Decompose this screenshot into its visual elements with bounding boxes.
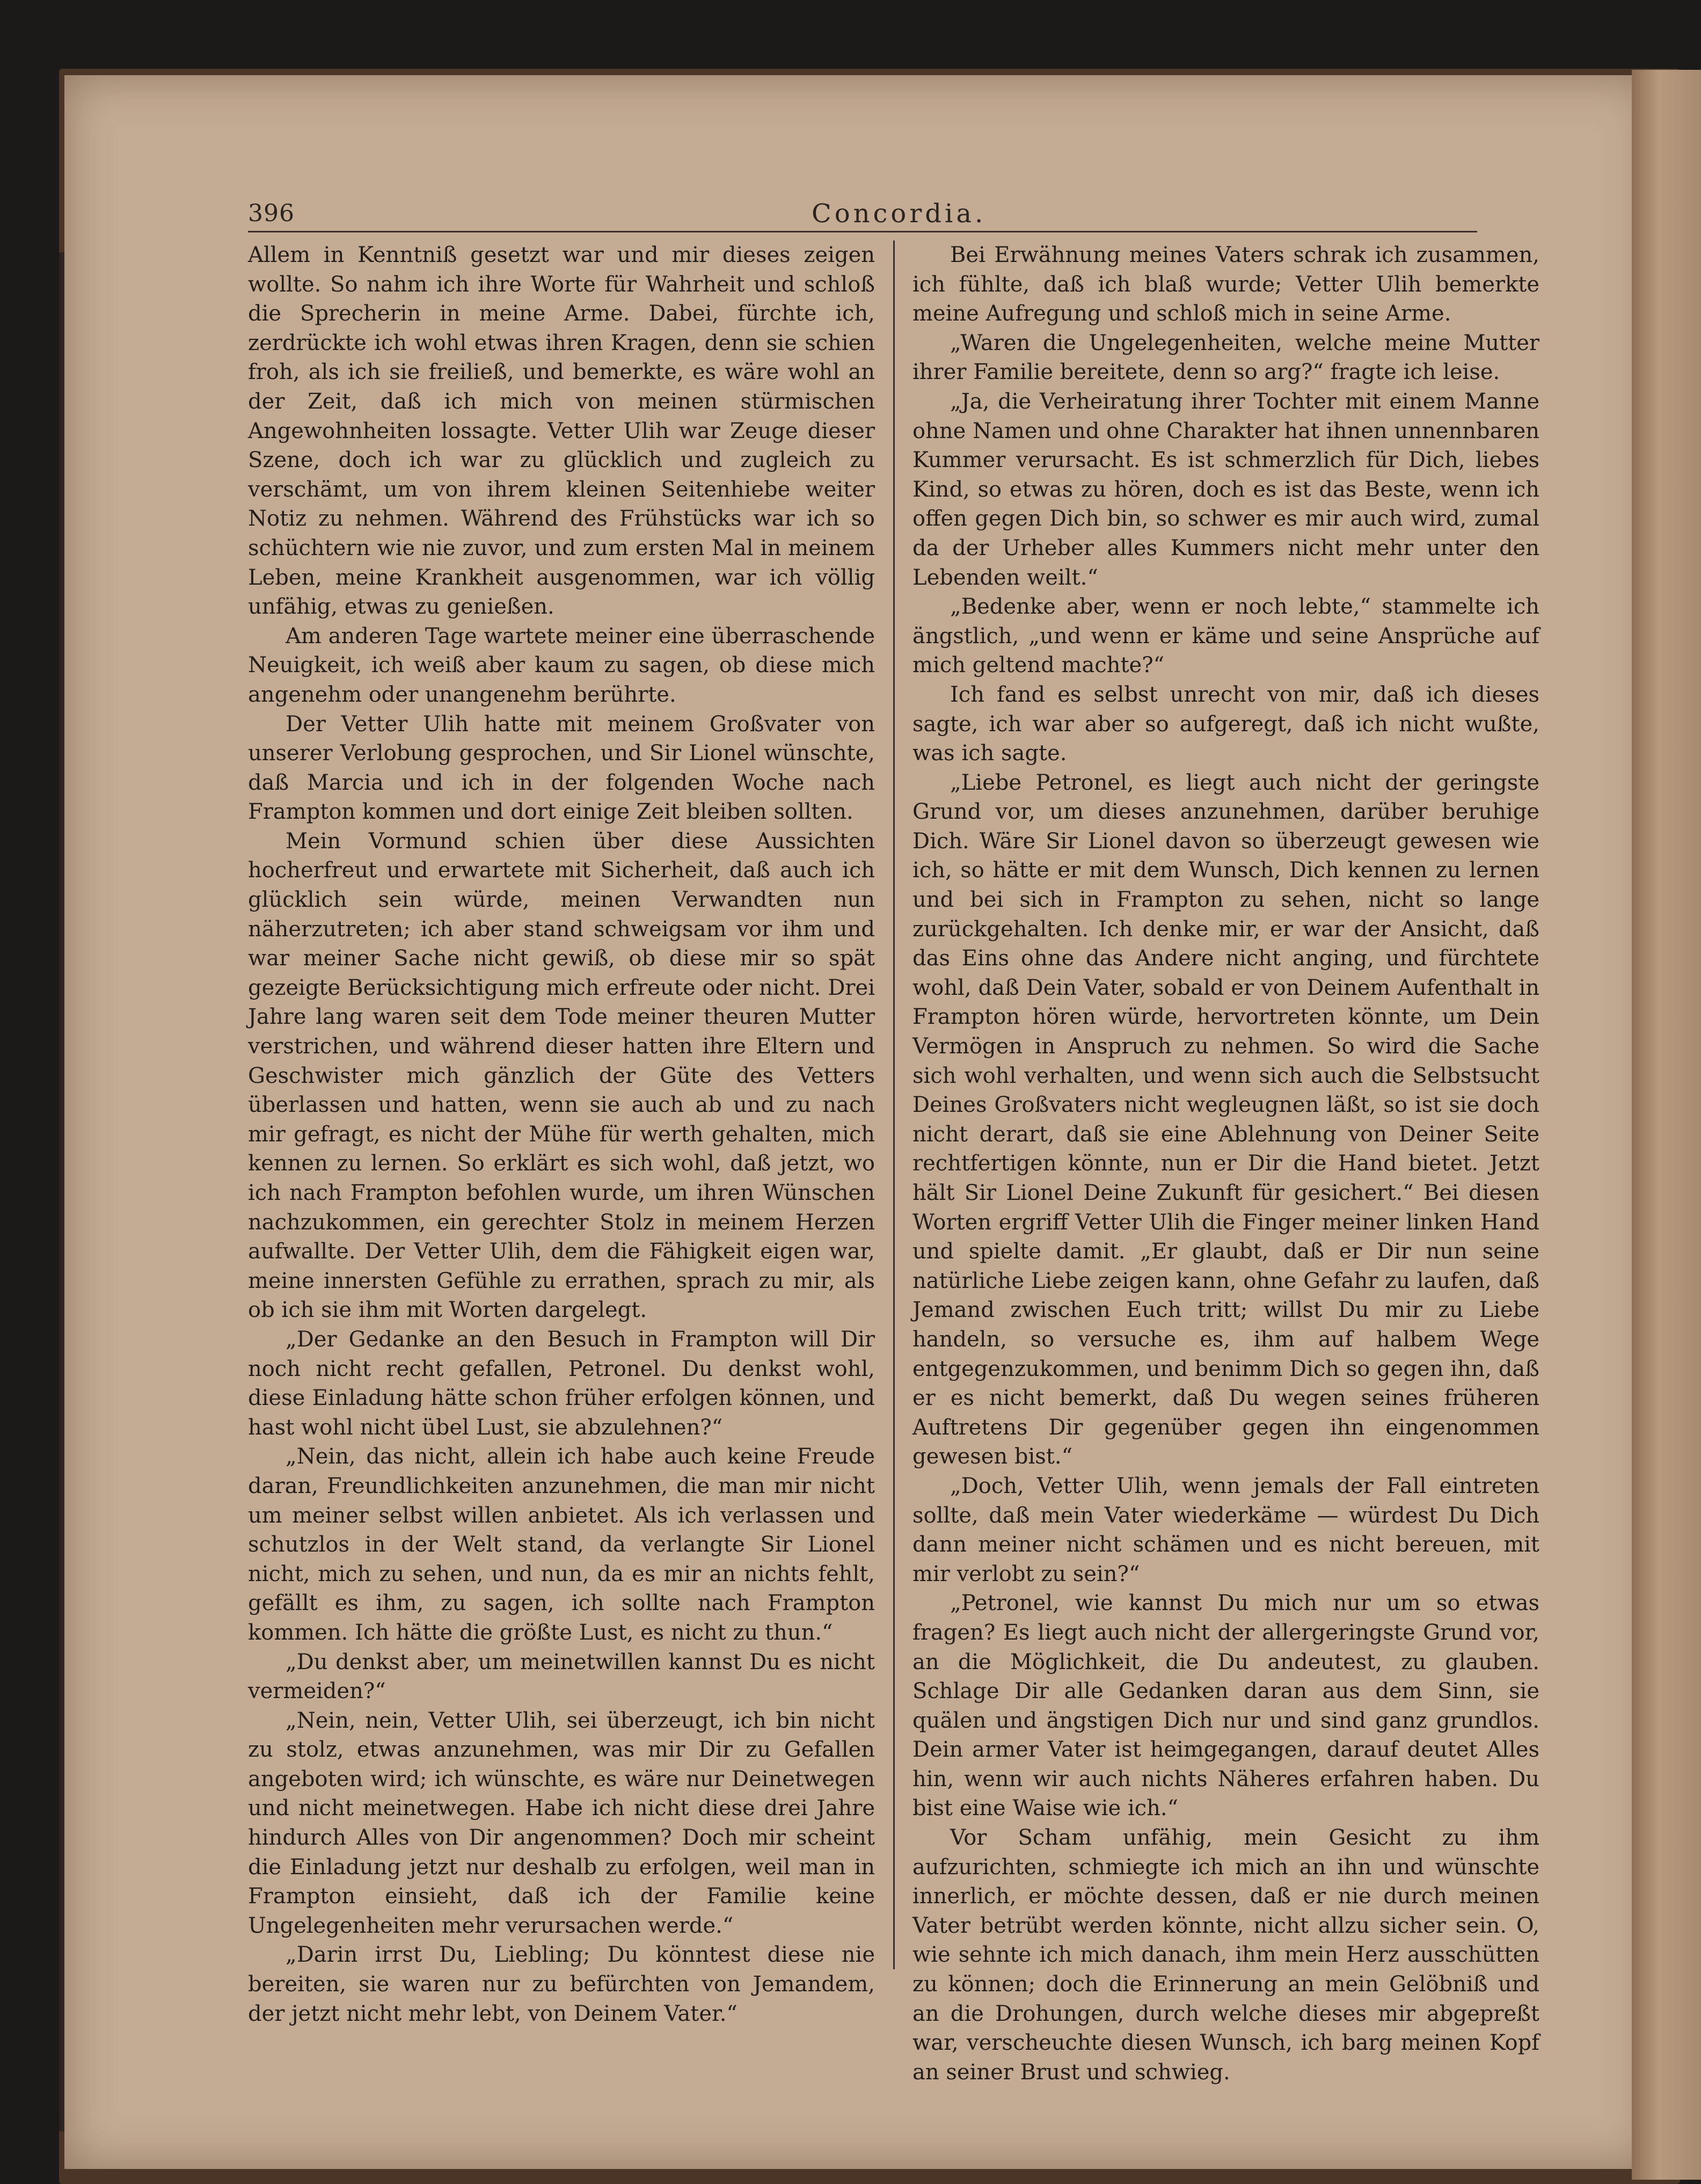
paragraph: „Darin irrst Du, Liebling; Du könntest diese nie bereiten, sie waren nur zu befürchten von Jemandem, der jetzt nicht mehr lebt, von Deinem Vater.“	[248, 1942, 875, 2026]
paragraph: Am anderen Tage wartete meiner eine überraschende Neuigkeit, ich weiß aber kaum zu sagen, ob diese mich angenehm oder unangenehm berührte.	[248, 623, 875, 707]
running-title: Concordia.	[812, 199, 987, 229]
paragraph: „Der Gedanke an den Besuch in Frampton will Dir noch nicht recht gefallen, Petronel. Du denkst wohl, diese Einladung hätte schon früher erfolgen können, und hast wohl nicht übel Lust, sie abzulehnen?“	[248, 1327, 875, 1440]
paragraph: „Bedenke aber, wenn er noch lebte,“ stammelte ich ängstlich, „und wenn er käme und seine Ansprüche auf mich geltend machte?“	[912, 594, 1539, 678]
paragraph: Der Vetter Ulih hatte mit meinem Großvater von unserer Verlobung gesprochen, und Sir Lionel wünschte, daß Marcia und ich in der folgenden Woche nach Frampton kommen und dort einige Zeit bleiben sollten.	[248, 711, 875, 825]
paragraph: „Du denkst aber, um meinetwillen kannst Du es nicht vermeiden?“	[248, 1649, 875, 1704]
paragraph: Bei Erwähnung meines Vaters schrak ich zusammen, ich fühlte, daß ich blaß wurde; Vetter Ulih bemerkte meine Aufregung und schloß mich in seine Arme.	[912, 243, 1539, 326]
paragraph: „Liebe Petronel, es liegt auch nicht der geringste Grund vor, um dieses anzunehmen, darüber beruhige Dich. Wäre Sir Lionel davon so überzeugt gewesen wie ich, so hätte er mit dem Wunsch, Dich kennen zu lernen und bei sich in Frampton zu sehen, nicht so lange zurückgehalten. Ich denke mir, er war der Ansicht, daß das Eins ohne das Andere nicht anging, und fürchtete wohl, daß Dein Vater, sobald er von Deinem Aufenthalt in Frampton hören würde, hervortreten könnte, um Dein Vermögen in Anspruch zu nehmen. So wird die Sache sich wohl verhalten, und wenn sich auch die Selbstsucht Deines Großvaters nicht wegleugnen läßt, so ist sie doch nicht derart, daß sie eine Ablehnung von Deiner Seite rechtfertigen könnte, nun er Dir die Hand bietet. Jetzt hält Sir Lionel Deine Zukunft für gesichert.“ Bei diesen Worten ergriff Vetter Ulih die Finger meiner linken Hand und spielte damit. „Er glaubt, daß er Dir nun seine natürliche Liebe zeigen kann, ohne Gefahr zu laufen, daß Jemand zwischen Euch tritt; willst Du mir zu Liebe handeln, so versuche es, ihm auf halbem Wege entgegenzukommen, und benimm Dich so gegen ihn, daß er es nicht bemerkt, daß Du wegen seines früheren Auftretens Dir gegenüber gegen ihn eingenommen gewesen bist.“	[912, 770, 1539, 1469]
next-page-edge	[1632, 70, 1701, 2180]
paragraph: Mein Vormund schien über diese Aussichten hocherfreut und erwartete mit Sicherheit, daß auch ich glücklich sein würde, meinen Verwandten nun näherzutreten; ich aber stand schweigsam vor ihm und war meiner Sache nicht gewiß, ob diese mir so spät gezeigte Berücksichtigung mich erfreute oder nicht. Drei Jahre lang waren seit dem Tode meiner theuren Mutter verstrichen, und während dieser hatten ihre Eltern und Geschwister mich gänzlich der Güte des Vetters überlassen und hatten, wenn sie auch ab und zu nach mir gefragt, es nicht der Mühe für werth gehalten, mich kennen zu lernen. So erklärt es sich wohl, daß jetzt, wo ich nach Frampton befohlen wurde, um ihren Wünschen nachzukommen, ein gerechter Stolz in meinem Herzen aufwallte. Der Vetter Ulih, dem die Fähigkeit eigen war, meine innersten Gefühle zu errathen, sprach zu mir, als ob ich sie ihm mit Worten dargelegt.	[248, 828, 875, 1323]
header-rule	[248, 231, 1477, 232]
paragraph: „Nein, nein, Vetter Ulih, sei überzeugt, ich bin nicht zu stolz, etwas anzunehmen, was mir Dir zu Gefallen angeboten wird; ich wünschte, es wäre nur Deinetwegen und nicht meinetwegen. Habe ich nicht diese drei Jahre hindurch Alles von Dir angenommen? Doch mir scheint die Einladung jetzt nur deshalb zu erfolgen, weil man in Frampton einsieht, daß ich der Familie keine Ungelegenheiten mehr verursachen werde.“	[248, 1708, 875, 1938]
paragraph: Allem in Kenntniß gesetzt war und mir dieses zeigen wollte. So nahm ich ihre Worte für Wahrheit und schloß die Sprecherin in meine Arme. Dabei, fürchte ich, zerdrückte ich wohl etwas ihren Kragen, denn sie schien froh, als ich sie freiließ, und bemerkte, es wäre wohl an der Zeit, daß ich mich von meinen stürmischen Angewohnheiten lossagte. Vetter Ulih war Zeuge dieser Szene, doch ich war zu glücklich und zugleich zu verschämt, um von ihrem kleinen Seitenhiebe weiter Notiz zu nehmen. Während des Frühstücks war ich so schüchtern wie nie zuvor, und zum ersten Mal in meinem Leben, meine Krankheit ausgenommen, war ich völlig unfähig, etwas zu genießen.	[248, 243, 875, 620]
paragraph: „Ja, die Verheiratung ihrer Tochter mit einem Manne ohne Namen und ohne Charakter hat ihnen unnennbaren Kummer verursacht. Es ist schmerzlich für Dich, liebes Kind, so etwas zu hören, doch es ist das Beste, wenn ich offen gegen Dich bin, so schwer es mir auch wird, zumal da der Urheber alles Kummers nicht mehr unter den Lebenden weilt.“	[912, 389, 1539, 590]
paragraph: Vor Scham unfähig, mein Gesicht zu ihm aufzurichten, schmiegte ich mich an ihn und wünschte innerlich, er möchte dessen, daß er nie durch meinen Vater betrübt werden könnte, nicht allzu sicher sein. O, wie sehnte ich mich danach, ihm mein Herz ausschütten zu können; doch die Erinnerung an mein Gelöbniß und an die Drohungen, durch welche dieses mir abgepreßt war, verscheuchte diesen Wunsch, ich barg meinen Kopf an seiner Brust und schwieg.	[912, 1825, 1539, 2085]
left-column	[248, 241, 875, 2028]
paragraph: „Petronel, wie kannst Du mich nur um so etwas fragen? Es liegt auch nicht der allergeringste Grund vor, an die Möglichkeit, die Du andeutest, zu glauben. Schlage Dir alle Gedanken daran aus dem Sinn, sie quälen und ängstigen Dich nur und sind ganz grundlos. Dein armer Vater ist heimgegangen, darauf deutet Alles hin, wenn wir auch nichts Näheres erfahren haben. Du bist eine Waise wie ich.“	[912, 1591, 1539, 1821]
column-divider	[893, 241, 895, 1969]
paragraph: „Nein, das nicht, allein ich habe auch keine Freude daran, Freundlichkeiten anzunehmen, die man mir nicht um meiner selbst willen anbietet. Als ich verlassen und schutzlos in der Welt stand, da verlangte Sir Lionel nicht, mich zu sehen, und nun, da es mir an nichts fehlt, gefällt es ihm, zu sagen, ich sollte nach Frampton kommen. Ich hätte die größte Lust, es nicht zu thun.“	[248, 1444, 875, 1645]
page-header	[248, 200, 1477, 234]
paragraph: „Doch, Vetter Ulih, wenn jemals der Fall eintreten sollte, daß mein Vater wiederkäme — würdest Du Dich dann meiner nicht schämen und es nicht bereuen, mit mir verlobt zu sein?“	[912, 1473, 1539, 1586]
right-column	[912, 241, 1539, 2087]
paragraph: Ich fand es selbst unrecht von mir, daß ich dieses sagte, ich war aber so aufgeregt, daß ich nicht wußte, was ich sagte.	[912, 682, 1539, 766]
paragraph: „Waren die Ungelegenheiten, welche meine Mutter ihrer Familie bereitete, denn so arg?“ fragte ich leise.	[912, 330, 1539, 385]
page-number: 396	[248, 200, 295, 227]
